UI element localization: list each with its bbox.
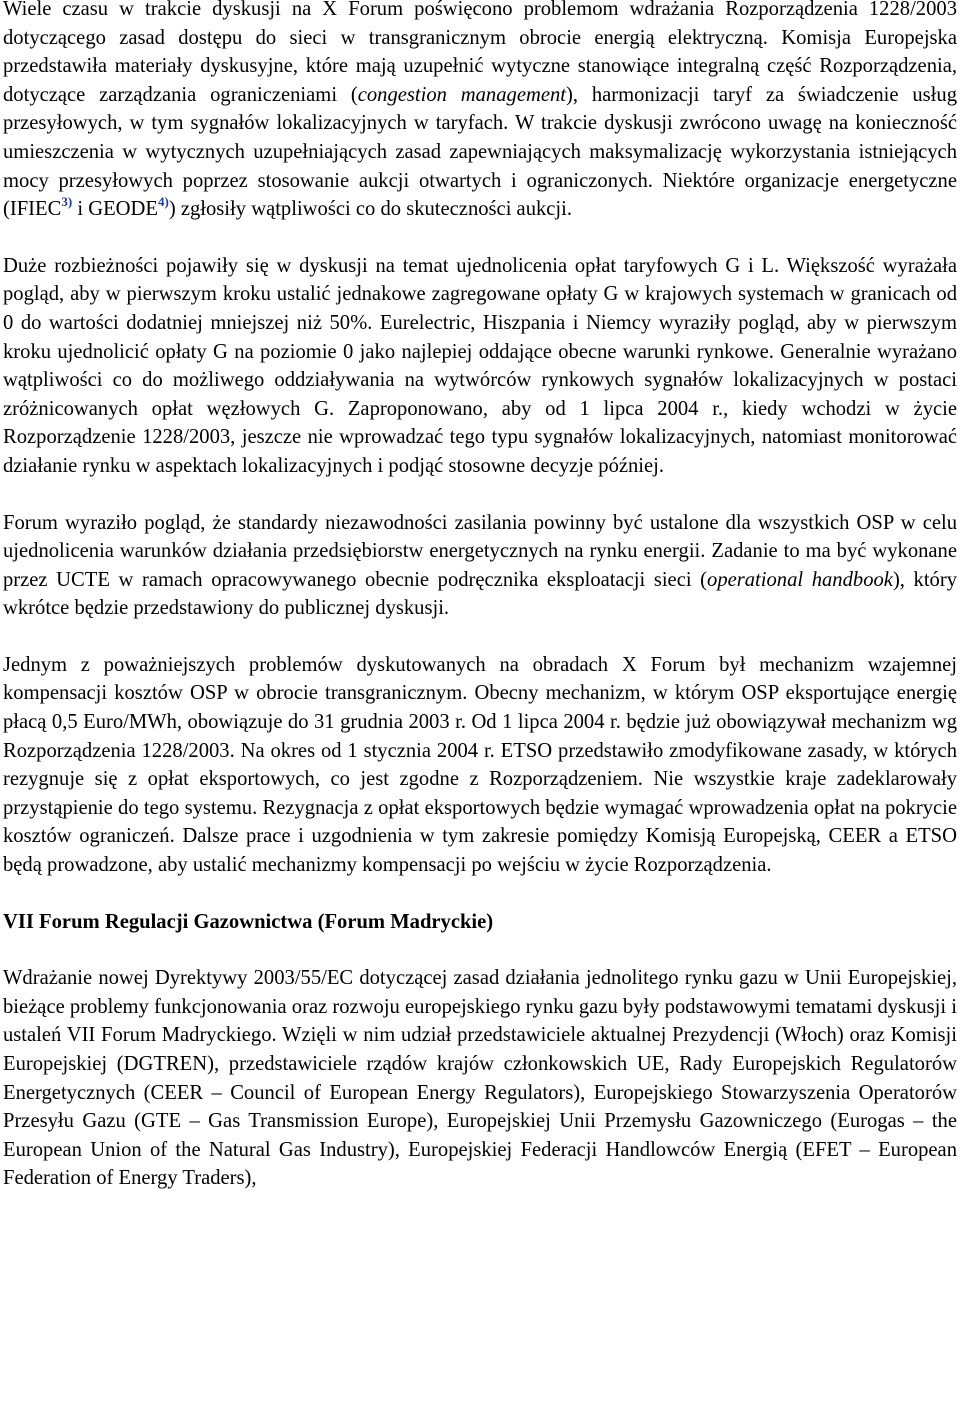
- paragraph-reliability-standards: Forum wyraziło pogląd, że standardy niezawodności zasilania powinny być ustalone dla wszystkich OSP w celu ujednolicenia warunków działania przedsiębiorstw energetycznych na rynku energii. Zadanie to ma być wykonane przez UCTE w ramach opracowywanego obecnie podręcznika eksploatacji sieci (operational handbook), który wkrótce będzie przedstawiony do publicznej dyskusji.: [3, 511, 958, 620]
- paragraph-tariff-g-l: Duże rozbieżności pojawiły się w dyskusji na temat ujednolicenia opłat taryfowych G i L. Większość wyrażała pogląd, aby w pierwszym kroku ustalić jednakowe zagregowane opłaty G w krajowych systemach w granicach od 0 do wartości dodatniej mniejszej niż 50%. Eurelectric, Hiszpania i Niemcy wyraziły pogląd, aby w pierwszym kroku ujednolicić opłaty G na poziomie 0 jako najlepiej oddające obecne warunki rynkowe. Generalnie wyrażano wątpliwości co do możliwego oddziaływania na wytwórców rynkowych sygnałów lokalizacyjnych w postaci zróżnicowanych opłat węzłowych G. Zaproponowano, aby od 1 lipca 2004 r., kiedy wchodzi w życie Rozporządzenie 1228/2003, jeszcze nie wprowadzać tego typu sygnałów lokalizacyjnych, natomiast monitorować działanie rynku w aspektach lokalizacyjnych i podjąć stosowne decyzje później.: [3, 254, 957, 477]
- term-operational-handbook: operational handbook: [707, 568, 893, 591]
- footnote-ref-3[interactable]: 3): [61, 194, 73, 210]
- paragraph-madrid-forum: Wdrażanie nowej Dyrektywy 2003/55/EC dotyczącej zasad działania jednolitego rynku gazu w Unii Europejskiej, bieżące problemy funkcjonowania oraz rozwoju europejskiego rynku gazu były podstawowymi tematami dyskusji i ustaleń VII Forum Madryckiego. Wzięli w nim udział przedstawiciele aktualnej Prezydencji (Włoch) oraz Komisji Europejskiej (DGTREN), przedstawiciele rządów krajów członkowskich UE, Rady Europejskich Regulatorów Energetycznych (CEER – Council of European Energy Regulators), Europejskiego Stowarzyszenia Operatorów Przesyłu Gazu (GTE – Gas Transmission Europe), Europejskiej Unii Przemysłu Gazowniczego (Eurogas – the European Union of the Natural Gas Industry), Europejskiej Federacji Handlowców Energią (EFET – European Federation of Energy Traders),: [3, 967, 957, 1190]
- term-congestion-management: congestion management: [357, 83, 566, 106]
- paragraph-forum-x-access: Wiele czasu w trakcie dyskusji na X Forum poświęcono problemom wdrażania Rozporządzenia 1228/2003 dotyczącego zasad dostępu do sieci w transgranicznym obrocie energią elektryczną. Komisja Europejska przedstawiła materiały dyskusyjne, które mają uzupełnić wytyczne stanowiące integralną część Rozporządzenia, dotyczące zarządzania ograniczeniami (congestion management), harmonizacji taryf za świadczenie usług przesyłowych, w tym sygnałów lokalizacyjnych w taryfach. W trakcie dyskusji zwrócono uwagę na konieczność umieszczenia w wytycznych uzupełniających zasad zapewniających maksymalizację wykorzystania istniejących mocy przesyłowych poprzez stosowanie aukcji otwartych i ograniczonych. Niektóre organizacje energetyczne (IFIEC$^{3)}$ i GEODE$^{4)}$) zgłosiły wątpliwości co do skuteczności aukcji.: [3, 0, 957, 221]
- section-heading: VII Forum Regulacji Gazownictwa (Forum Madryckie): [3, 910, 494, 933]
- footnote-ref-4[interactable]: 4): [157, 194, 169, 210]
- paragraph-cost-compensation: Jednym z poważniejszych problemów dyskutowanych na obradach X Forum był mechanizm wzajemnej kompensacji kosztów OSP w obrocie transgranicznym. Obecny mechanizm, w którym OSP eksportujące energię płacą 0,5 Euro/MWh, obowiązuje do 31 grudnia 2003 r. Od 1 lipca 2004 r. będzie już obowiązywał mechanizm wg Rozporządzenia 1228/2003. Na okres od 1 stycznia 2004 r. ETSO przedstawiło zmodyfikowane zasady, w których rezygnuje się z opłat eksportowych, co jest zgodne z Rozporządzeniem. Nie wszystkie kraje zadeklarowały przystąpienie do tego systemu. Rezygnacja z opłat eksportowych będzie wymagać wprowadzenia opłat na pokrycie kosztów ograniczeń. Dalsze prace i uzgodnienia w tym zakresie pomiędzy Komisją Europejską, CEER a ETSO będą prowadzone, aby ustalić mechanizmy kompensacji po wejściu w życie Rozporządzenia.: [3, 653, 957, 877]
